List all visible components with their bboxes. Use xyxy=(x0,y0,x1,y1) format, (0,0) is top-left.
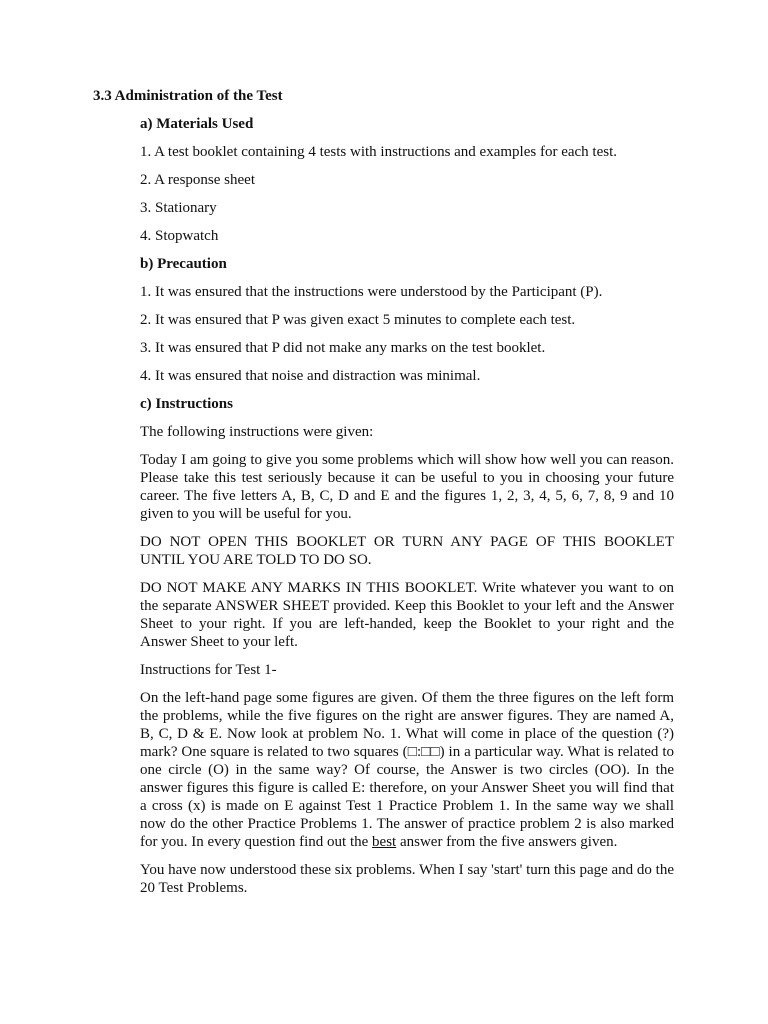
instructions-intro: The following instructions were given: xyxy=(140,424,374,440)
precaution-item-2: 2. It was ensured that P was given exact 5 minutes to complete each test. xyxy=(140,312,576,328)
test1-instructions-paragraph xyxy=(140,689,674,851)
underlined-best: best xyxy=(372,834,397,850)
materials-item-2: 2. A response sheet xyxy=(140,172,255,188)
precaution-item-1: 1. It was ensured that the instructions were understood by the Participant (P). xyxy=(140,284,603,300)
materials-item-3: 3. Stationary xyxy=(140,200,217,216)
test1-text-after: answer from the five answers given. xyxy=(396,834,618,850)
test1-text-before: On the left-hand page some figures are given. Of them the three figures on the left form the problems, while the five figures on the right are answer figures. They are named A, B, C, D & E. Now look at problem No. 1. What will come in place of the question (?) mark? One square is related to two squares (□:□□) in a particular way. What is related to one circle (O) in the same way? Of course, the Answer is two circles (OO). In the answer figures this figure is called E: therefore, on your Answer Sheet you will find that a cross (x) is made on E against Test 1 Practice Problem 1. In the same way we shall now do the other Practice Problems 1. The answer of practice problem 2 is also marked for you. In every question find out the xyxy=(140,690,674,850)
precaution-item-4: 4. It was ensured that noise and distraction was minimal. xyxy=(140,368,481,384)
materials-heading: a) Materials Used xyxy=(140,116,254,132)
precaution-item-3: 3. It was ensured that P did not make any marks on the test booklet. xyxy=(140,340,546,356)
instructions-paragraph-3: DO NOT MAKE ANY MARKS IN THIS BOOKLET. Write whatever you want to on the separate ANSWER SHEET provided. Keep this Booklet to your left and the Answer Sheet to your right. If you are left-handed, keep the Booklet to your right and the Answer Sheet to your left. xyxy=(140,580,674,650)
section-content xyxy=(140,115,674,907)
instructions-heading: c) Instructions xyxy=(140,396,233,412)
materials-item-4: 4. Stopwatch xyxy=(140,228,219,244)
instructions-paragraph-1: Today I am going to give you some problems which will show how well you can reason. Please take this test seriously because it can be useful to you in choosing your future career. The five letters A, B, C, D and E and the figures 1, 2, 3, 4, 5, 6, 7, 8, 9 and 10 given to you will be useful for you. xyxy=(140,452,674,522)
section-title: 3.3 Administration of the Test xyxy=(93,88,283,104)
precaution-heading: b) Precaution xyxy=(140,256,227,272)
closing-paragraph: You have now understood these six problems. When I say 'start' turn this page and do the 20 Test Problems. xyxy=(140,862,674,896)
instructions-paragraph-2: DO NOT OPEN THIS BOOKLET OR TURN ANY PAGE OF THIS BOOKLET UNTIL YOU ARE TOLD TO DO SO. xyxy=(140,534,674,568)
materials-item-1: 1. A test booklet containing 4 tests with instructions and examples for each test. xyxy=(140,144,617,160)
test1-instructions-label: Instructions for Test 1- xyxy=(140,662,277,678)
